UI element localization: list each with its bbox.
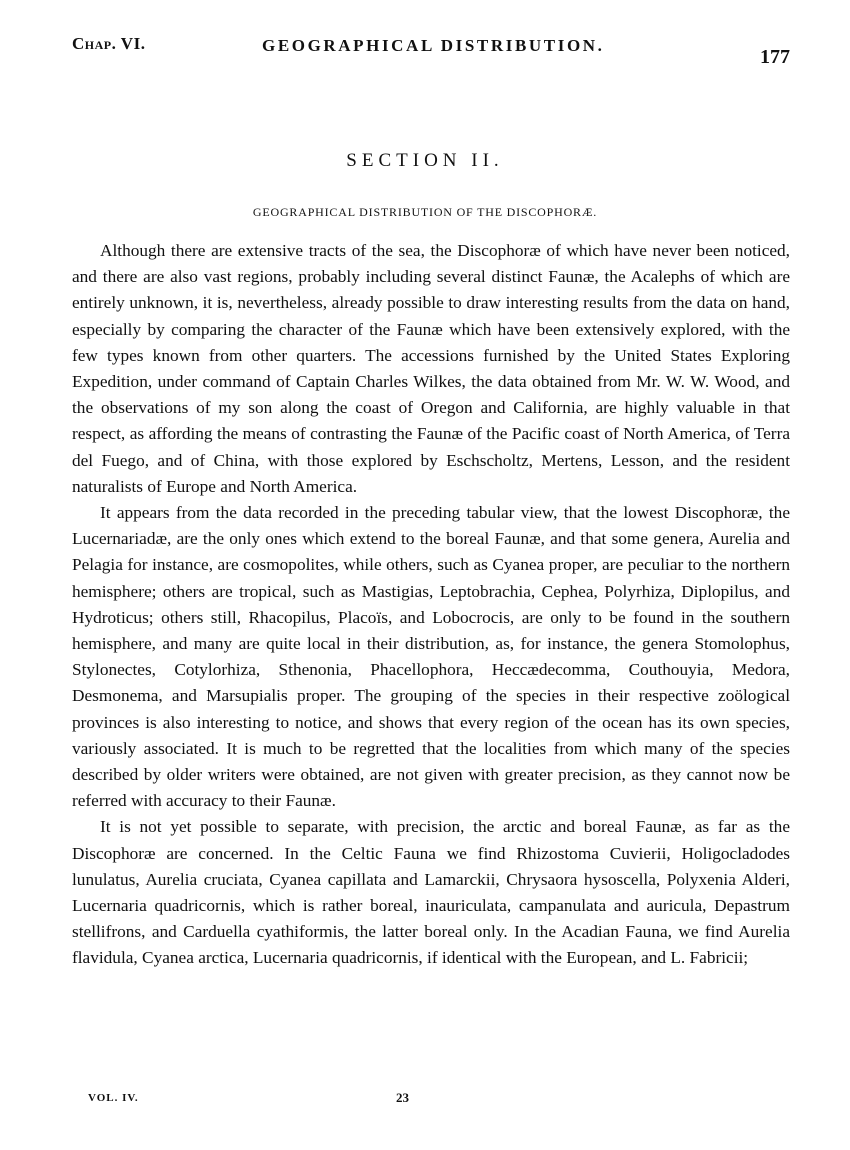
page-number: 177 (760, 46, 790, 68)
running-head (72, 34, 790, 74)
paragraph: It appears from the data recorded in the preceding tabular view, that the lowest Discophoræ, the Lucernariadæ, are the only ones which extend to the boreal Faunæ, and that some genera, Aurelia and Pelagia for instance, are cosmopolites, while others, such as Cyanea proper, are peculiar to the northern hemisphere; others are tropical, such as Mastigias, Leptobrachia, Cephea, Polyrhiza, Diplopilus, and Hydroticus; others still, Rhacopilus, Placoïs, and Lobocrocis, are only to be found in the southern hemisphere, and many are quite local in their distribution, as, for instance, the genera Stomolophus, Stylonectes, Cotylorhiza, Sthenonia, Phacellophora, Heccædecomma, Couthouyia, Medora, Desmonema, and Marsupialis proper. The grouping of the species in their respective zoölogical provinces is also interesting to notice, and shows that every region of the ocean has its own species, variously associated. It is much to be regretted that the localities from which many of the species described by older writers were obtained, are not given with greater precision, as they cannot now be referred with accuracy to their Faunæ. (72, 503, 790, 811)
paragraph: Although there are extensive tracts of the sea, the Discophoræ of which have never been noticed, and there are also vast regions, probably including several distinct Faunæ, the Acalephs of which are entirely unknown, it is, nevertheless, already possible to draw interesting results from the data on hand, especially by comparing the character of the Faunæ which have been extensively explored, with the few types known from other quarters. The accessions furnished by the United States Exploring Expedition, under command of Captain Charles Wilkes, the data obtained from Mr. W. W. Wood, and the observations of my son along the coast of Oregon and California, are highly valuable in that respect, as affording the means of contrasting the Faunæ of the Pacific coast of North America, of Terra del Fuego, and of China, with those explored by Eschscholtz, Mertens, Lesson, and the resident naturalists of Europe and North America. (72, 241, 790, 496)
running-head-title: GEOGRAPHICAL DISTRIBUTION. (262, 36, 605, 55)
section-subheading: GEOGRAPHICAL DISTRIBUTION OF THE DISCOPHORÆ. (252, 205, 598, 219)
chapter-label: Chap. VI. (72, 34, 146, 53)
page-footer (88, 1092, 428, 1114)
paragraph: It is not yet possible to separate, with precision, the arctic and boreal Faunæ, as far as the Discophoræ are concerned. In the Celtic Fauna we find Rhizostoma Cuvierii, Holigocladodes lunulatus, Aurelia cruciata, Cyanea capillata and Lamarckii, Chrysaora hysoscella, Polyxenia Alderi, Lucernaria quadricornis, which is rather boreal, inauriculata, campanulata and auricula, Depastrum stellifrons, and Carduella cyathiformis, the latter boreal only. In the Acadian Fauna, we find Aurelia flavidula, Cyanea arctica, Lucernaria quadricornis, if identical with the European, and L. Fabricii; (72, 817, 790, 968)
volume-label: VOL. IV. (88, 1092, 139, 1104)
body-text (72, 238, 790, 972)
signature-mark: 23 (396, 1090, 409, 1105)
section-heading: SECTION II. (346, 150, 504, 171)
